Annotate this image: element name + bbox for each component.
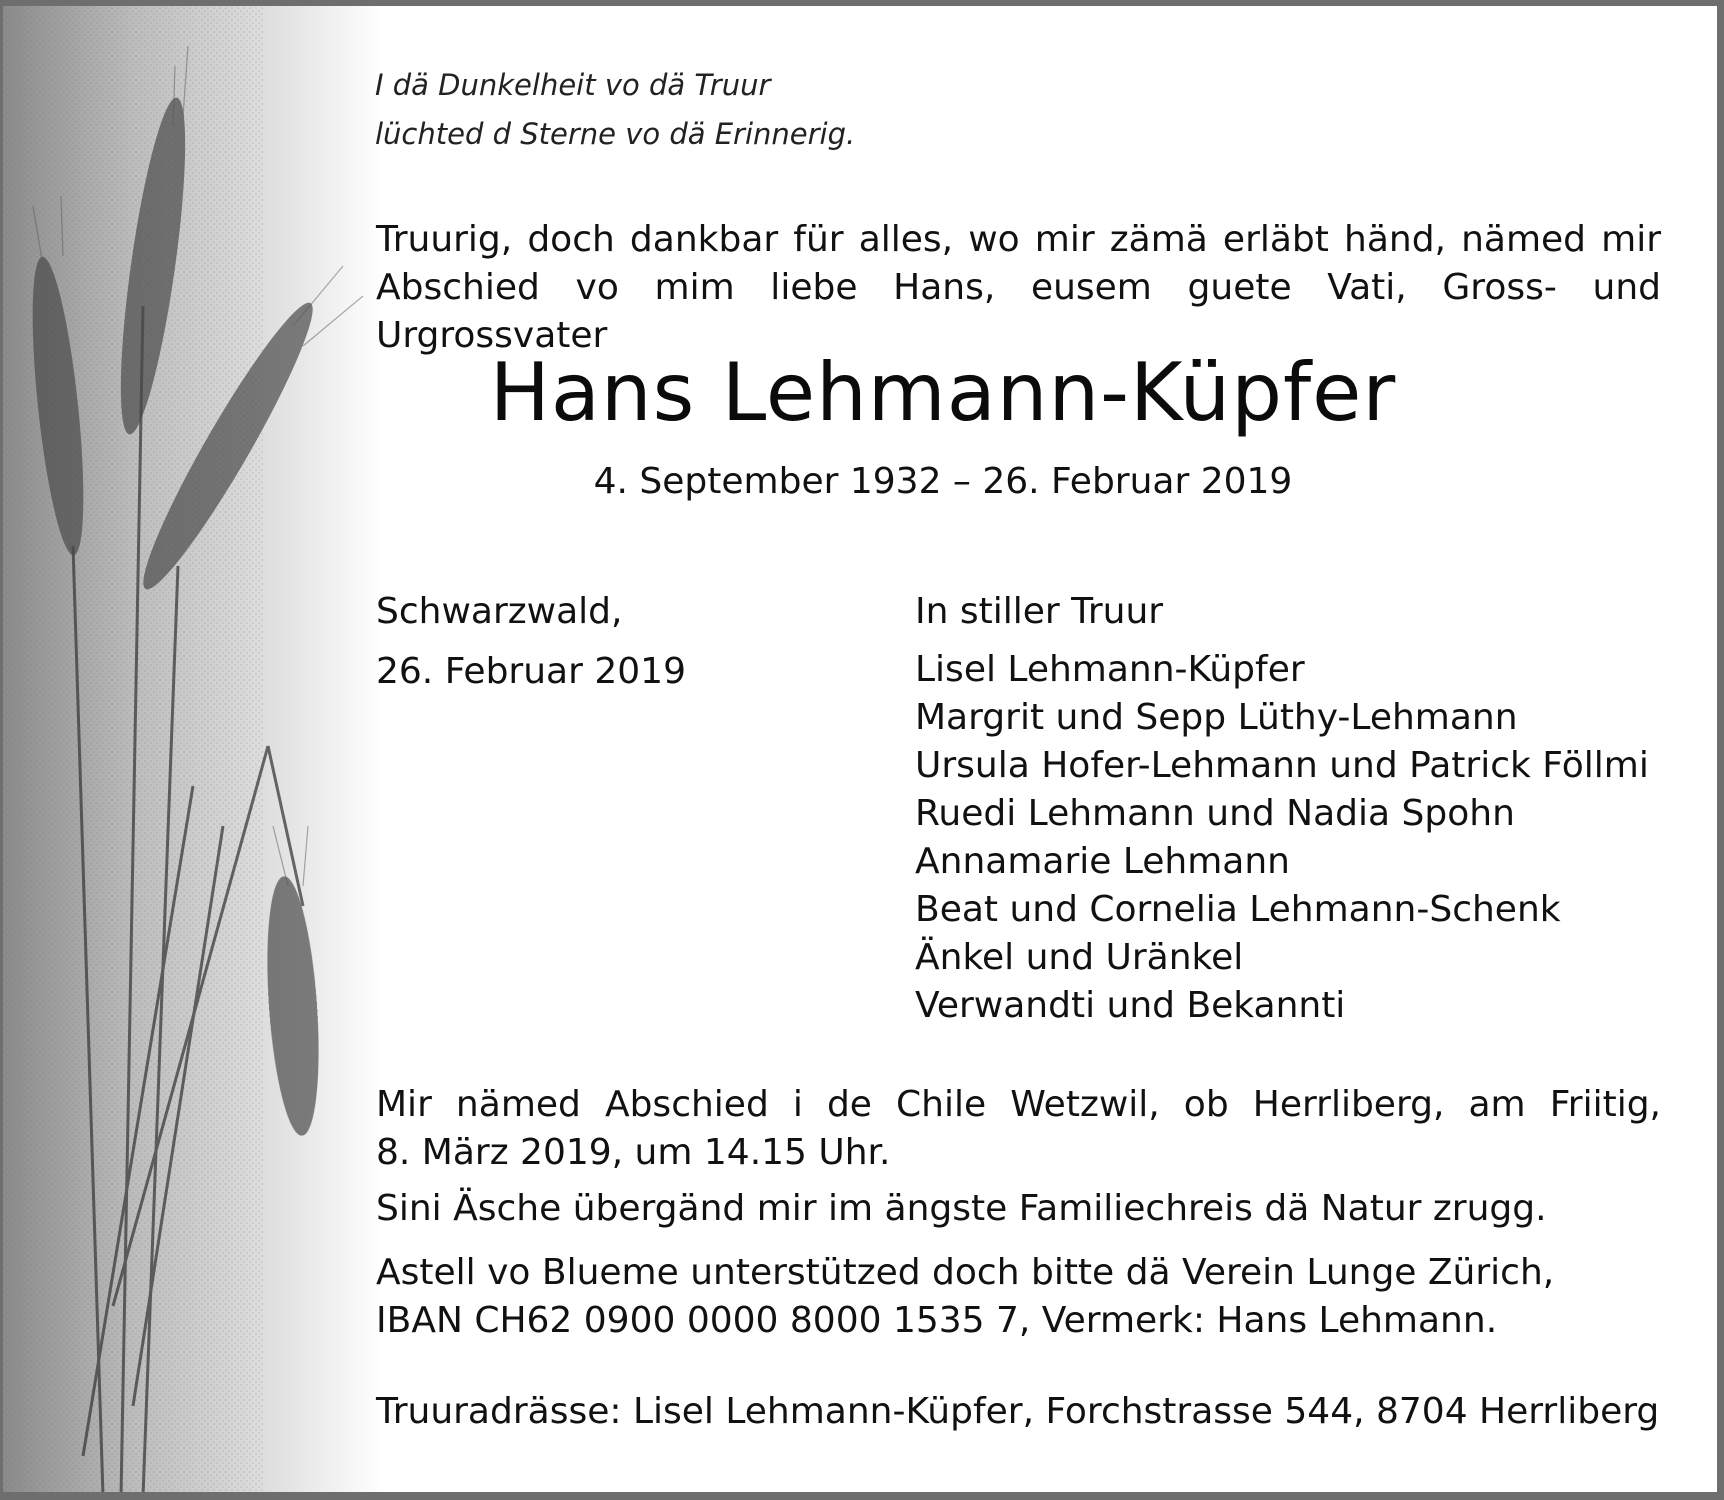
wheat-ears-illustration bbox=[3, 6, 383, 1496]
intro-line-1: Truurig, doch dankbar für alles, wo mir zämä erläbt händ, nämed mir bbox=[376, 219, 1661, 260]
service-line-1: Mir nämed Abschied i de Chile Wetzwil, ob Herrliberg, am Friitig, bbox=[376, 1084, 1661, 1125]
service-line-2: 8. März 2019, um 14.15 Uhr. bbox=[376, 1132, 891, 1173]
mourner-name: Ursula Hofer-Lehmann und Patrick Föllmi bbox=[915, 745, 1649, 786]
place: Schwarzwald, bbox=[376, 591, 623, 632]
mourning-heading: In stiller Truur bbox=[915, 591, 1164, 632]
donation-note bbox=[376, 1249, 1554, 1345]
mourners-list bbox=[915, 646, 1649, 1030]
intro-paragraph bbox=[376, 216, 1661, 360]
ashes-note: Sini Äsche übergänd mir im ängste Familiechreis dä Natur zrugg. bbox=[376, 1188, 1547, 1229]
life-dates: 4. September 1932 – 26. Februar 2019 bbox=[593, 461, 1293, 502]
mourner-name: Lisel Lehmann-Küpfer bbox=[915, 649, 1305, 690]
mourner-name: Ruedi Lehmann und Nadia Spohn bbox=[915, 793, 1515, 834]
service-info bbox=[376, 1081, 1661, 1177]
verse-line-1: I dä Dunkelheit vo dä Truur bbox=[375, 68, 771, 102]
mourner-name: Margrit und Sepp Lüthy-Lehmann bbox=[915, 697, 1518, 738]
mourner-name: Annamarie Lehmann bbox=[915, 841, 1290, 882]
mourner-name: Beat und Cornelia Lehmann-Schenk bbox=[915, 889, 1561, 930]
donation-line-1: Astell vo Blueme unterstützed doch bitte dä Verein Lunge Zürich, bbox=[376, 1252, 1555, 1293]
verse-line-2: lüchted d Sterne vo dä Erinnerig. bbox=[375, 117, 856, 151]
mourner-name: Änkel und Uränkel bbox=[915, 937, 1244, 978]
notice-date: 26. Februar 2019 bbox=[376, 651, 686, 692]
intro-line-2: Abschied vo mim liebe Hans, eusem guete Vati, Gross- und Urgrossvater bbox=[376, 267, 1661, 356]
mourning-address: Truuradrässe: Lisel Lehmann-Küpfer, Forchstrasse 544, 8704 Herrliberg bbox=[376, 1391, 1660, 1432]
mourner-name: Verwandti und Bekannti bbox=[915, 985, 1346, 1026]
donation-line-2: IBAN CH62 0900 0000 8000 1535 7, Vermerk: Hans Lehmann. bbox=[376, 1300, 1498, 1341]
deceased-name: Hans Lehmann-Küpfer bbox=[489, 346, 1397, 439]
